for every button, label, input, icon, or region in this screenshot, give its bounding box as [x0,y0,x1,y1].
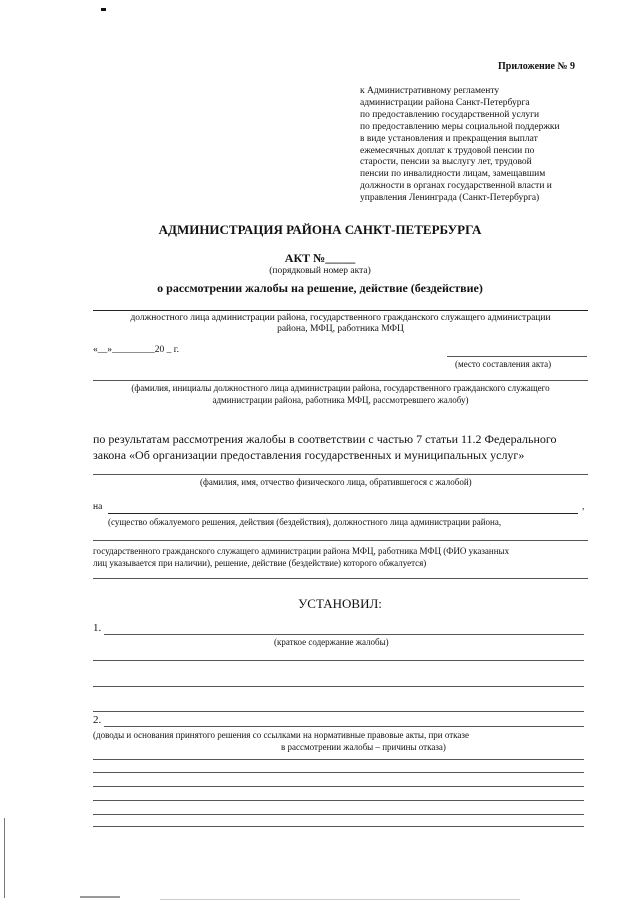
reviewer-hint-line: (фамилия, инициалы должностного лица администрации района, государственного гражданского служащего [131,383,550,393]
regulation-line: к Административному регламенту [360,86,500,96]
item2-line [93,800,584,801]
place-hint: (место составления акта) [455,359,552,369]
item2-underline [104,726,584,727]
item1-hint: (краткое содержание жалобы) [274,637,389,647]
item2-hint [93,730,584,753]
subject-underline [93,540,588,541]
basis-line: по результатам рассмотрения жалобы в соответствии с частью 7 статьи 11.2 Федерального [93,432,557,446]
subject-continuation [93,546,509,569]
scan-edge-left [4,818,5,898]
act-number-hint: (порядковый номер акта) [269,266,371,276]
regulation-line: должности в органах государственной власти и [360,181,552,192]
basis-line: закона «Об организации предоставления государственных и муниципальных услуг» [93,448,525,462]
regulation-line: администрации района Санкт-Петербурга [360,97,530,108]
item2-line [93,814,584,815]
item1-line [93,711,584,712]
item2-hint-line: (доводы и основания принятого решения со ссылками на нормативные правовые акты, при отказе [93,730,469,740]
item2-line [93,826,584,827]
regulation-line: пенсии по инвалидности лицам, замещавшим [360,169,546,180]
scan-edge-bottom-right [160,899,520,900]
on-label: на [93,502,103,512]
official-description [93,313,588,335]
regulation-line: старости, пенсии за выслугу лет, трудовой [360,157,532,168]
regulation-line: ежемесячных доплат к трудовой пенсии по [360,145,535,156]
regulation-line: по предоставлению государственной услуги [360,109,540,120]
regulation-reference [360,86,610,205]
official-line: района, МФЦ, работника МФЦ [277,324,404,334]
scan-edge-bottom [80,896,120,898]
applicant-underline [93,474,588,475]
reviewer-hint [88,383,593,406]
on-end-mark: , [582,502,585,512]
item2-line [93,786,584,787]
subject-bottom-line [93,578,588,579]
item2-number: 2. [93,714,102,726]
appendix-number: Приложение № 9 [498,61,576,72]
regulation-line: управления Ленинграда (Санкт-Петербурга) [360,193,540,204]
act-title: АКТ №_____ [284,251,356,265]
official-line: должностного лица администрации района, государственного гражданского служащего администрации [130,313,551,323]
regulation-line: в виде установления и прекращения выплат [360,133,538,144]
on-underline [108,513,578,514]
item1-line [93,686,584,687]
act-date-field[interactable]: «__»_________20 _ г. [93,345,179,355]
reviewer-hint-line: администрации района, работника МФЦ, рассмотревшего жалобу) [212,394,469,405]
item2-line [93,759,584,760]
place-underline [447,356,587,357]
scan-mark [101,8,106,11]
item2-hint-line: в рассмотрении жалобы – причины отказа) [281,741,446,752]
established-heading: УСТАНОВИЛ: [298,596,382,611]
subject-continuation-line: лиц указывается при наличии), решение, действие (бездействие) которого обжалуется) [93,557,427,568]
reviewer-underline [93,380,588,381]
item2-line [93,772,584,773]
item1-number: 1. [93,622,102,634]
on-hint: (существо обжалуемого решения, действия (бездействия), должностного лица администрации района, [108,517,502,527]
organization-title: АДМИНИСТРАЦИЯ РАЙОНА САНКТ-ПЕТЕРБУРГА [158,222,482,237]
regulation-line: по предоставлению меры социальной поддержки [360,121,560,132]
applicant-hint: (фамилия, имя, отчество физического лица, обратившегося с жалобой) [200,477,472,487]
item1-line [93,660,584,661]
basis-text [93,431,557,463]
subject-continuation-line: государственного гражданского служащего администрации района МФЦ, работника МФЦ (ФИО указанных [93,546,510,556]
official-underline [93,310,588,311]
act-subject: о рассмотрении жалобы на решение, действие (бездействие) [157,281,483,295]
item1-underline [104,634,584,635]
